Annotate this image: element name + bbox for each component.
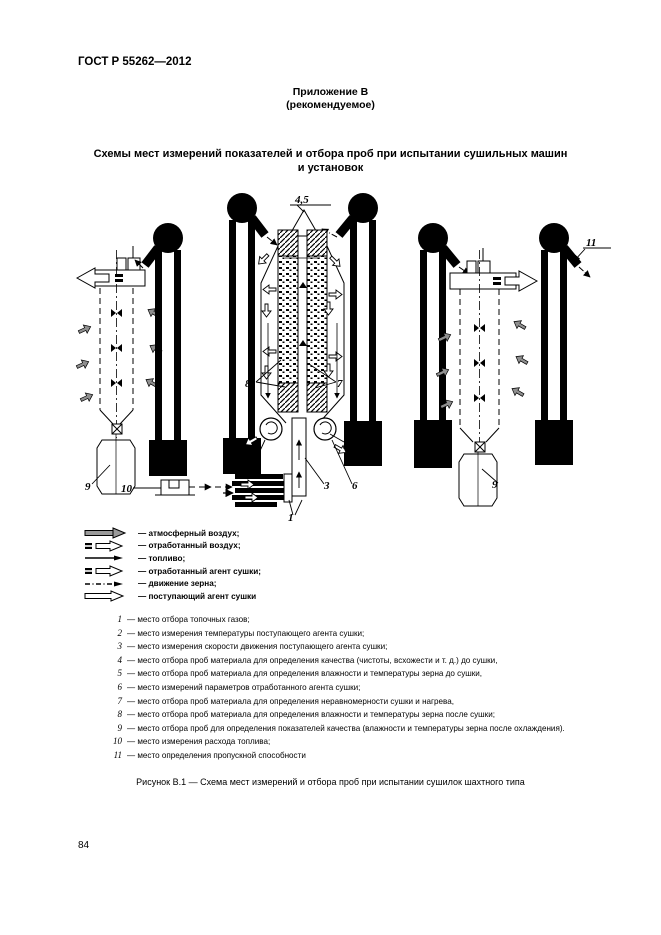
diagram-label-11: 11 (586, 237, 597, 249)
diagram-label-8: 8 (245, 378, 251, 390)
grain-movement-arrow-icon (84, 578, 134, 590)
legend-item (84, 552, 261, 565)
note-item (104, 708, 616, 722)
note-number: 3 (117, 641, 122, 652)
legend-item (84, 527, 261, 540)
note-text: — место измерения расхода топлива; (127, 737, 271, 747)
appendix-title: Приложение В (292, 86, 369, 98)
diagram-label-9-right: 9 (492, 479, 498, 491)
standard-number: ГОСТ Р 55262—2012 (78, 56, 192, 68)
legend-item (84, 565, 261, 578)
diagram-label-2: 2 (345, 437, 351, 449)
fuel-arrow-icon (84, 552, 134, 564)
note-text: — место измерений параметров отработанного агента сушки; (127, 682, 361, 692)
atmospheric-air-arrow-icon (84, 527, 134, 539)
legend-item (84, 590, 261, 603)
page-heading-line1: Схемы мест измерений показателей и отбора проб при испытании сушильных машин (93, 148, 568, 160)
diagram-label-6-left: 6 (244, 463, 250, 475)
note-item (104, 722, 616, 736)
note-number: 8 (117, 709, 122, 720)
elevator-4 (414, 223, 469, 468)
elevator-5 (535, 223, 590, 465)
note-text: — место определения пропускной способности (127, 750, 306, 760)
legend (84, 527, 261, 603)
note-item (104, 613, 616, 627)
note-number: 6 (117, 681, 122, 692)
legend-label: — топливо; (138, 553, 186, 563)
note-text: — место измерения скорости движения поступающего агента сушки; (127, 642, 388, 652)
note-text: — место отбора проб материала для определения влажности и температуры зерна до сушки, (127, 669, 483, 679)
page-heading (0, 147, 661, 175)
note-number: 4 (117, 654, 122, 665)
note-item (104, 667, 616, 681)
note-number: 9 (117, 722, 122, 733)
diagram-label-6-right: 6 (352, 480, 358, 492)
legend-label: — отработанный воздух; (138, 541, 241, 551)
diagram-label-9-left: 9 (85, 481, 91, 493)
legend-label: — атмосферный воздух; (138, 528, 240, 538)
diagram-label-3: 3 (324, 480, 330, 492)
elevator-1 (135, 223, 187, 476)
note-text: — место отбора проб материала для определения влажности и температуры зерна после сушки; (127, 710, 495, 720)
note-item (104, 654, 616, 668)
note-number: 5 (117, 668, 122, 679)
legend-label: — движение зерна; (138, 579, 217, 589)
furnace (232, 474, 292, 507)
incoming-drying-agent-arrow-icon (84, 590, 134, 602)
page-number: 84 (78, 840, 90, 851)
diagram-label-1: 1 (288, 512, 294, 524)
note-number: 2 (117, 627, 122, 638)
legend-item (84, 577, 261, 590)
legend-label: — поступающий агент сушки (138, 591, 257, 601)
exhaust-air-arrow-icon (84, 540, 134, 552)
diagram-label-7: 7 (337, 378, 343, 390)
note-number: 7 (117, 695, 122, 706)
legend-label: — отработанный агент сушки; (138, 566, 261, 576)
note-item (104, 749, 616, 763)
legend-item (84, 540, 261, 553)
figure-caption: Рисунок В.1 — Схема мест измерений и отбора проб при испытании сушилок шахтного типа (136, 777, 525, 787)
diagram-label-4-5: 4,5 (295, 194, 309, 206)
note-item (104, 627, 616, 641)
page-heading-line2: и установок (297, 162, 364, 174)
note-text: — место отбора проб материала для определения неравномерности сушки и нагрева, (127, 696, 454, 706)
fuel-meter (155, 480, 233, 495)
note-number: 1 (117, 614, 122, 624)
note-text: — место отбора проб материала для определения качества (чистоты, всхожести и т. д.) до сушки, (127, 655, 498, 665)
note-number: 11 (113, 749, 122, 760)
notes-list (104, 613, 616, 763)
note-item (104, 681, 616, 695)
note-text: — место отбора проб для определения показателей качества (влажности и температуры зерна после охлаждения). (127, 723, 565, 733)
exhaust-drying-agent-arrow-icon (84, 565, 134, 577)
note-text: — место отбора топочных газов; (127, 615, 250, 624)
appendix-header (0, 86, 661, 112)
note-number: 10 (113, 736, 122, 747)
note-text: — место измерения температуры поступающего агента сушки; (127, 628, 365, 638)
figure-diagram (75, 188, 625, 528)
diagram-label-10: 10 (121, 483, 132, 495)
note-item (104, 640, 616, 654)
note-item (104, 695, 616, 709)
appendix-subtitle: (рекомендуемое) (286, 99, 375, 111)
note-item (104, 735, 616, 749)
